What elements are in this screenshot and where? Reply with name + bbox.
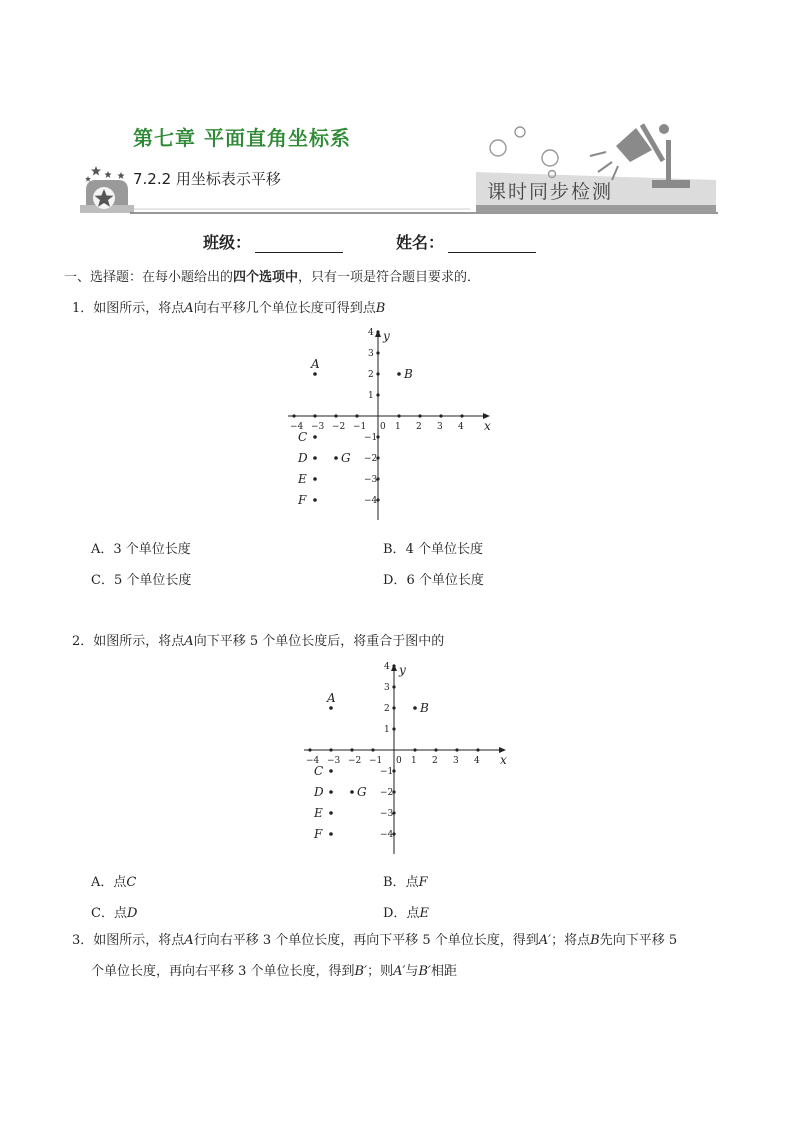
y-tick-dot (392, 664, 395, 667)
point-label-a: A (327, 691, 336, 705)
x-tick-label: 3 (437, 422, 443, 432)
point-d (329, 790, 333, 794)
point-a (329, 706, 333, 710)
y-tick-label: −1 (380, 767, 394, 777)
point-label-c: C (298, 430, 308, 444)
y-tick-label: 3 (368, 349, 374, 359)
x-tick-label: −3 (327, 756, 341, 766)
y-tick-dot (376, 393, 379, 396)
star-badge-icon (80, 166, 134, 213)
x-tick-dot (329, 748, 332, 751)
x-tick-label: 2 (432, 756, 438, 766)
x-tick-label: −4 (290, 422, 304, 432)
section-title: 7.2.2 用坐标表示平移 (133, 170, 281, 188)
class-field (203, 230, 343, 253)
y-tick-label: 1 (368, 391, 374, 401)
coordinate-graph-2 (296, 662, 516, 858)
q1-option-d[interactable]: D．6 个单位长度 (383, 573, 484, 588)
y-tick-dot (376, 330, 379, 333)
question-1-stem: 1．如图所示，将点A向右平移几个单位长度可得到点B (72, 301, 386, 316)
x-tick-label: −2 (348, 756, 362, 766)
point-label-b: B (404, 367, 413, 381)
point-label-f: F (298, 493, 307, 507)
name-blank[interactable] (448, 238, 536, 253)
point-c (313, 435, 317, 439)
q2-option-c[interactable]: C．点D (91, 906, 138, 921)
sync-check-label: 课时同步检测 (487, 181, 614, 203)
point-e (329, 811, 333, 815)
x-tick-label: 0 (396, 756, 402, 766)
x-tick-dot (455, 748, 458, 751)
y-tick-dot (392, 727, 395, 730)
x-tick-dot (439, 414, 442, 417)
q1-option-c[interactable]: C．5 个单位长度 (91, 573, 192, 588)
y-tick-label: 2 (368, 370, 374, 380)
question-3-line-1: 3．如图所示，将点A行向右平移 3 个单位长度，再向下平移 5 个单位长度，得到A′；将点B先向下平移 5 (72, 933, 678, 948)
q1-option-a[interactable]: A．3 个单位长度 (91, 542, 191, 557)
y-tick-label: −2 (364, 454, 378, 464)
point-label-a: A (311, 357, 320, 371)
x-tick-dot (476, 748, 479, 751)
point-e (313, 477, 317, 481)
x-tick-label: −2 (332, 422, 346, 432)
y-tick-label: −4 (380, 830, 394, 840)
point-label-b: B (420, 701, 429, 715)
x-tick-dot (460, 414, 463, 417)
x-tick-label: −1 (369, 756, 383, 766)
x-tick-label: −3 (311, 422, 325, 432)
x-tick-label: 1 (411, 756, 417, 766)
point-d (313, 456, 317, 460)
name-field (396, 230, 536, 253)
x-tick-label: −1 (353, 422, 367, 432)
x-tick-label: 3 (453, 756, 459, 766)
x-tick-dot (434, 748, 437, 751)
x-tick-label: 4 (474, 756, 480, 766)
y-tick-label: −3 (380, 809, 394, 819)
x-tick-dot (397, 414, 400, 417)
header-banner (0, 0, 794, 230)
y-tick-dot (392, 706, 395, 709)
question-2-stem: 2．如图所示，将点A向下平移 5 个单位长度后，将重合于图中的 (72, 634, 445, 649)
q2-option-a[interactable]: A．点C (91, 875, 137, 890)
point-label-g: G (341, 451, 351, 465)
y-tick-label: 4 (384, 662, 390, 672)
x-tick-label: 0 (380, 422, 386, 432)
point-c (329, 769, 333, 773)
x-tick-label: 4 (458, 422, 464, 432)
y-tick-label: −4 (364, 496, 378, 506)
y-tick-label: −1 (364, 433, 378, 443)
y-axis-label: y (383, 329, 390, 343)
point-label-f: F (314, 827, 323, 841)
y-axis-label: y (399, 663, 406, 677)
section-intro: 一、选择题：在每小题给出的四个选项中，只有一项是符合题目要求的． (64, 270, 481, 285)
point-label-c: C (314, 764, 324, 778)
point-label-d: D (314, 785, 324, 799)
point-g (334, 456, 338, 460)
x-tick-dot (371, 748, 374, 751)
y-tick-dot (376, 351, 379, 354)
x-axis-label: x (484, 419, 491, 433)
x-tick-dot (313, 414, 316, 417)
x-tick-dot (334, 414, 337, 417)
class-blank[interactable] (255, 238, 343, 253)
bubbles-decoration (490, 127, 558, 178)
point-f (329, 832, 333, 836)
point-label-g: G (357, 785, 367, 799)
point-a (313, 372, 317, 376)
point-g (350, 790, 354, 794)
y-tick-label: 1 (384, 725, 390, 735)
x-tick-label: 1 (395, 422, 401, 432)
y-tick-dot (376, 372, 379, 375)
x-tick-dot (350, 748, 353, 751)
x-tick-dot (418, 414, 421, 417)
question-3-line-2: 个单位长度，再向右平移 3 个单位长度，得到B′；则A′与B′相距 (91, 964, 457, 979)
point-f (313, 498, 317, 502)
x-tick-dot (292, 414, 295, 417)
q2-option-b[interactable]: B．点F (383, 875, 428, 890)
point-b (413, 706, 417, 710)
x-tick-label: 2 (416, 422, 422, 432)
point-b (397, 372, 401, 376)
coordinate-graph-1 (280, 328, 500, 524)
point-label-d: D (298, 451, 308, 465)
point-label-e: E (298, 472, 307, 486)
class-label: 班级： (203, 233, 252, 252)
y-tick-label: −3 (364, 475, 378, 485)
name-label: 姓名： (396, 233, 445, 252)
y-tick-dot (392, 685, 395, 688)
x-tick-label: −4 (306, 756, 320, 766)
point-label-e: E (314, 806, 323, 820)
q2-option-d[interactable]: D．点E (383, 906, 429, 921)
q1-option-b[interactable]: B．4 个单位长度 (383, 542, 483, 557)
x-tick-dot (355, 414, 358, 417)
y-tick-label: 4 (368, 328, 374, 338)
x-tick-dot (413, 748, 416, 751)
chapter-title: 第七章 平面直角坐标系 (133, 126, 351, 150)
y-tick-label: −2 (380, 788, 394, 798)
y-tick-label: 3 (384, 683, 390, 693)
x-tick-dot (308, 748, 311, 751)
y-tick-label: 2 (384, 704, 390, 714)
x-axis-label: x (500, 753, 507, 767)
